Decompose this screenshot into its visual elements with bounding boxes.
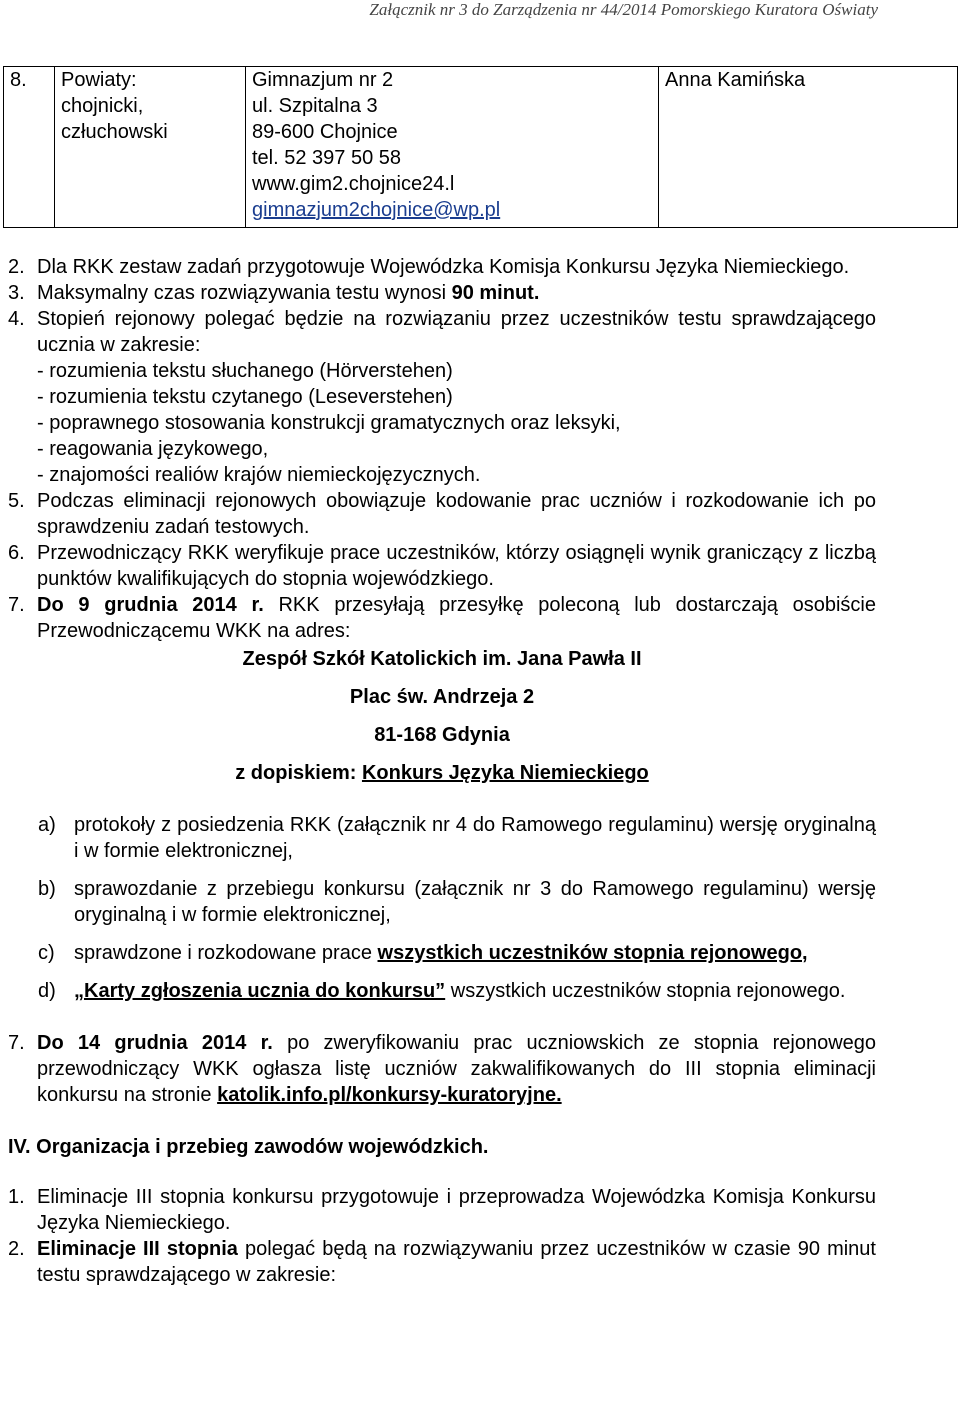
address-line: tel. 52 397 50 58 xyxy=(252,147,402,169)
table-row xyxy=(4,67,958,228)
item-text-part: Stopień rejonowy polegać będzie na rozwiązaniu przez uczestników testu sprawdzającego ucznia w zakresie: xyxy=(37,308,876,356)
list-item xyxy=(8,1184,876,1236)
list-item xyxy=(8,254,876,280)
address-line: Gimnazjum nr 2 xyxy=(252,69,394,91)
list-item xyxy=(8,592,876,644)
sub-item: - rozumienia tekstu czytanego (Leseverstehen) xyxy=(37,386,453,408)
item-bold: Do 9 grudnia 2014 r. xyxy=(37,594,264,616)
item-label: d) xyxy=(38,980,56,1002)
item-text-part: po zweryfikowaniu prac uczniowskich ze stopnia rejonowego przewodniczący WKK ogłasza listę uczniów zakwalifikowanych do III stopnia eliminacji konkursu na stronie xyxy=(37,1032,877,1106)
address-cell xyxy=(246,67,659,228)
item-number: 2. xyxy=(8,256,25,278)
item-number: 1. xyxy=(8,1186,25,1208)
section-heading: IV. Organizacja i przebieg zawodów wojewódzkich. xyxy=(8,1136,489,1158)
note-prefix: z dopiskiem: xyxy=(235,762,362,784)
district-line: człuchowski xyxy=(61,121,168,143)
address-line-2: Plac św. Andrzeja 2 xyxy=(349,686,535,708)
list-item xyxy=(8,488,876,540)
item-text: Podczas eliminacji rejonowych obowiązuje kodowanie prac uczniów i rozkodowanie ich po sprawdzeniu zadań testowych. xyxy=(37,490,876,538)
item-bold: „Karty zgłoszenia ucznia do konkursu” xyxy=(74,980,446,1002)
address-line: 89-600 Chojnice xyxy=(252,121,398,143)
address-line-3: 81-168 Gdynia xyxy=(374,724,510,746)
item-text: Przewodniczący RKK weryfikuje prace uczestników, którzy osiągnęli wynik graniczący z liczbą punktów kwalifikujących do stopnia wojewódzkiego. xyxy=(37,542,876,590)
item-text-part: Maksymalny czas rozwiązywania testu wynosi xyxy=(37,282,452,304)
item-number: 3. xyxy=(8,282,25,304)
list-item xyxy=(38,876,876,928)
list-item xyxy=(38,978,876,1004)
page-header: Załącznik nr 3 do Zarządzenia nr 44/2014 Pomorskiego Kuratora Oświaty xyxy=(369,0,878,19)
district-line: Powiaty: xyxy=(61,69,137,91)
address-line: ul. Szpitalna 3 xyxy=(252,95,378,117)
item-label: a) xyxy=(38,814,56,836)
item-number: 7. xyxy=(8,594,25,616)
item-text-part: polegać będą na rozwiązywaniu przez uczestników w czasie 90 minut testu sprawdzającego w zakresie: xyxy=(37,1238,876,1286)
row-number: 8. xyxy=(4,67,55,228)
list-item xyxy=(8,1030,876,1108)
sub-item: - rozumienia tekstu słuchanego (Hörverstehen) xyxy=(37,360,453,382)
list-item xyxy=(38,812,876,864)
list-item xyxy=(8,306,876,488)
list-item xyxy=(8,540,876,592)
item-bold: wszystkich uczestników stopnia rejonowego, xyxy=(377,942,808,964)
note-subject: Konkurs Języka Niemieckiego xyxy=(361,762,649,784)
sub-item: - znajomości realiów krajów niemieckojęzycznych. xyxy=(37,464,481,486)
website-link[interactable]: www.gim2.chojnice24.l xyxy=(252,173,455,195)
results-link[interactable]: katolik.info.pl/konkursy-kuratoryjne. xyxy=(217,1084,562,1106)
district-line: chojnicki, xyxy=(61,95,144,117)
item-text-part: sprawdzone i rozkodowane prace xyxy=(74,942,378,964)
sub-item: - reagowania językowego, xyxy=(37,438,269,460)
item-text xyxy=(37,592,876,644)
contact-table xyxy=(3,66,958,228)
item-number: 2. xyxy=(8,1238,25,1260)
item-number: 7. xyxy=(8,1032,25,1054)
item-label: c) xyxy=(38,942,55,964)
list-item xyxy=(38,940,876,966)
address-line-1: Zespół Szkół Katolickich im. Jana Pawła II xyxy=(242,648,642,670)
item-text-part: RKK przesyłają przesyłkę poleconą lub dostarczają osobiście Przewodniczącemu WKK na adres: xyxy=(37,594,876,642)
item-text xyxy=(74,978,876,1004)
item-number: 5. xyxy=(8,490,25,512)
item-bold: 90 minut. xyxy=(451,282,540,304)
item-number: 6. xyxy=(8,542,25,564)
item-label: b) xyxy=(38,878,56,900)
list-item xyxy=(8,1236,876,1288)
item-bold: Eliminacje III stopnia xyxy=(37,1238,238,1260)
item-text: Dla RKK zestaw zadań przygotowuje Wojewódzka Komisja Konkursu Języka Niemieckiego. xyxy=(37,256,850,278)
item-text xyxy=(74,940,876,966)
item-text: Eliminacje III stopnia konkursu przygotowuje i przeprowadza Wojewódzka Komisja Konkursu Języka Niemieckiego. xyxy=(37,1186,876,1234)
district-cell xyxy=(55,67,246,228)
item-text xyxy=(37,1030,876,1108)
item-text: protokoły z posiedzenia RKK (załącznik nr 4 do Ramowego regulaminu) wersję oryginalną i w formie elektronicznej, xyxy=(74,814,876,862)
person-cell: Anna Kamińska xyxy=(659,67,958,228)
attachment-list xyxy=(38,812,876,1004)
item-text xyxy=(37,306,876,488)
address-line-4 xyxy=(8,760,876,786)
item-text xyxy=(37,280,876,306)
item-text xyxy=(37,1236,876,1288)
sub-item: - poprawnego stosowania konstrukcji gramatycznych oraz leksyki, xyxy=(37,412,621,434)
item-text-part: wszystkich uczestników stopnia rejonowego. xyxy=(445,980,846,1002)
item-number: 4. xyxy=(8,308,25,330)
list-item xyxy=(8,280,876,306)
item-text: sprawozdanie z przebiegu konkursu (załącznik nr 3 do Ramowego regulaminu) wersję oryginalną i w formie elektronicznej, xyxy=(74,878,876,926)
email-link[interactable]: gimnazjum2chojnice@wp.pl xyxy=(252,199,501,221)
document-body xyxy=(8,254,876,1288)
item-bold: Do 14 grudnia 2014 r. xyxy=(37,1032,273,1054)
